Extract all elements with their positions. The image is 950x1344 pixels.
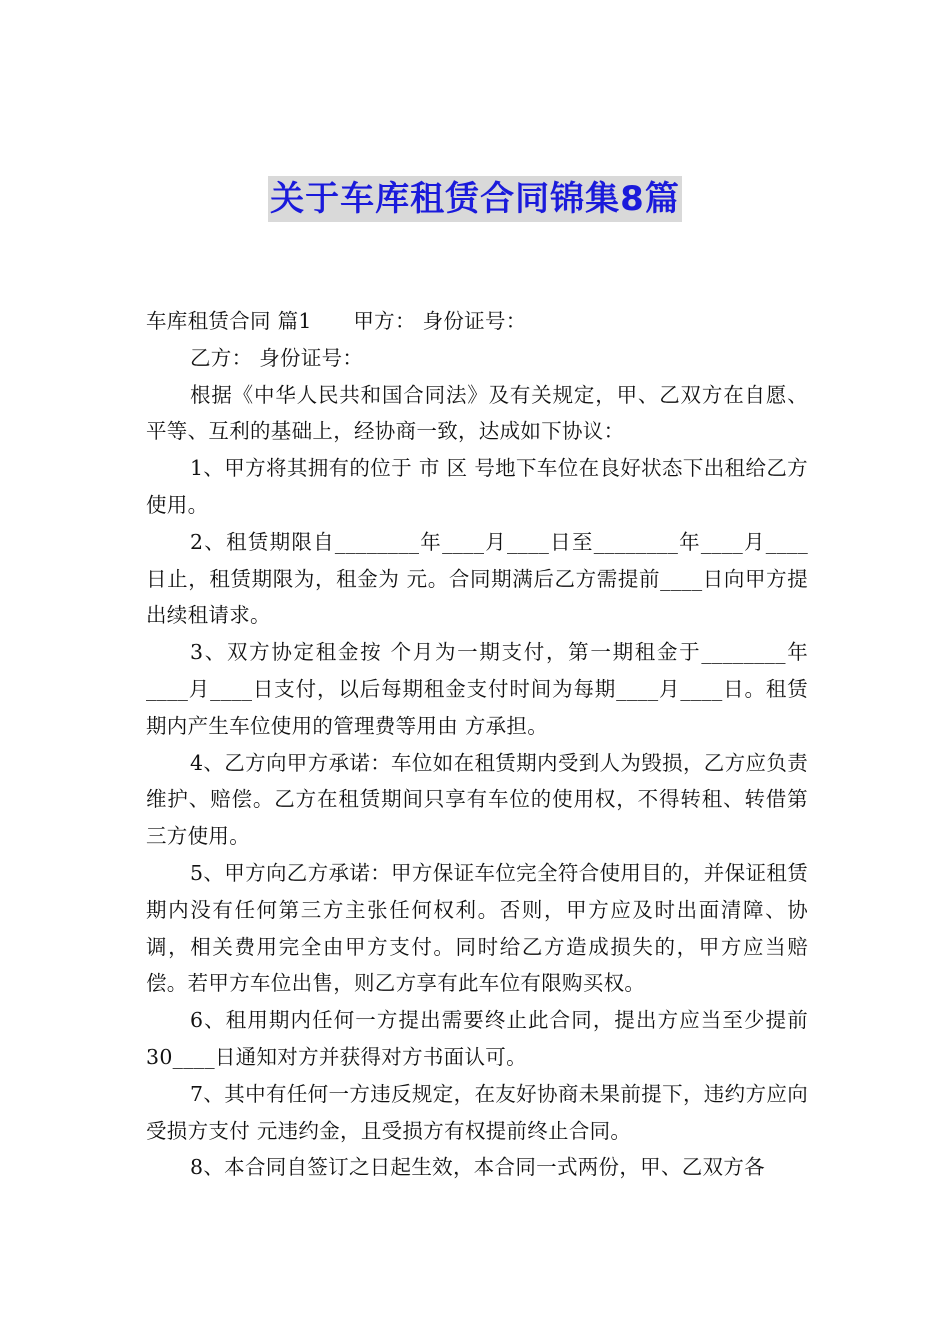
clause-6: 6、租用期内任何一方提出需要终止此合同，提出方应当至少提前 30____日通知对方并获得对方书面认可。 bbox=[146, 1008, 808, 1069]
clause-4: 4、乙方向甲方承诺：车位如在租赁期内受到人为毁损，乙方应负责维护、赔偿。乙方在租赁期间只享有车位的使用权，不得转租、转借第三方使用。 bbox=[146, 750, 808, 849]
document-body bbox=[146, 303, 808, 1186]
clause-7: 7、其中有任何一方违反规定，在友好协商未果前提下，违约方应向受损方支付 元违约金，且受损方有权提前终止合同。 bbox=[146, 1081, 808, 1143]
clause-2: 2、租赁期限自________年____月____日至________年____月____日止，租赁期限为，租金为 元。合同期满后乙方需提前____日向甲方提出续租请求。 bbox=[146, 529, 808, 628]
clause-8: 8、本合同自签订之日起生效，本合同一式两份，甲、乙双方各 bbox=[190, 1155, 765, 1180]
clause-5: 5、甲方向乙方承诺：甲方保证车位完全符合使用目的，并保证租赁期内没有任何第三方主张任何权利。否则，甲方应及时出面清障、协调，相关费用完全由甲方支付。同时给乙方造成损失的，甲方应当赔偿。若甲方车位出售，则乙方享有此车位有限购买权。 bbox=[146, 860, 808, 996]
clause-1: 1、甲方将其拥有的位于 市 区 号地下车位在良好状态下出租给乙方使用。 bbox=[146, 456, 808, 517]
paragraph-heading: 车库租赁合同 篇1 甲方： 身份证号： bbox=[146, 309, 527, 333]
paragraph-party-b: 乙方： 身份证号： bbox=[190, 345, 364, 370]
title-wrap bbox=[0, 176, 950, 222]
clause-3: 3、双方协定租金按 个月为一期支付，第一期租金于________年____月____日支付，以后每期租金支付时间为每期____月____日。租赁期内产生车位使用的管理费等用由 方承担。 bbox=[146, 640, 808, 738]
paragraph-preamble: 根据《中华人民共和国合同法》及有关规定，甲、乙双方在自愿、平等、互利的基础上，经协商一致，达成如下协议： bbox=[146, 382, 808, 444]
document-title: 关于车库租赁合同锦集8篇 bbox=[268, 176, 682, 222]
